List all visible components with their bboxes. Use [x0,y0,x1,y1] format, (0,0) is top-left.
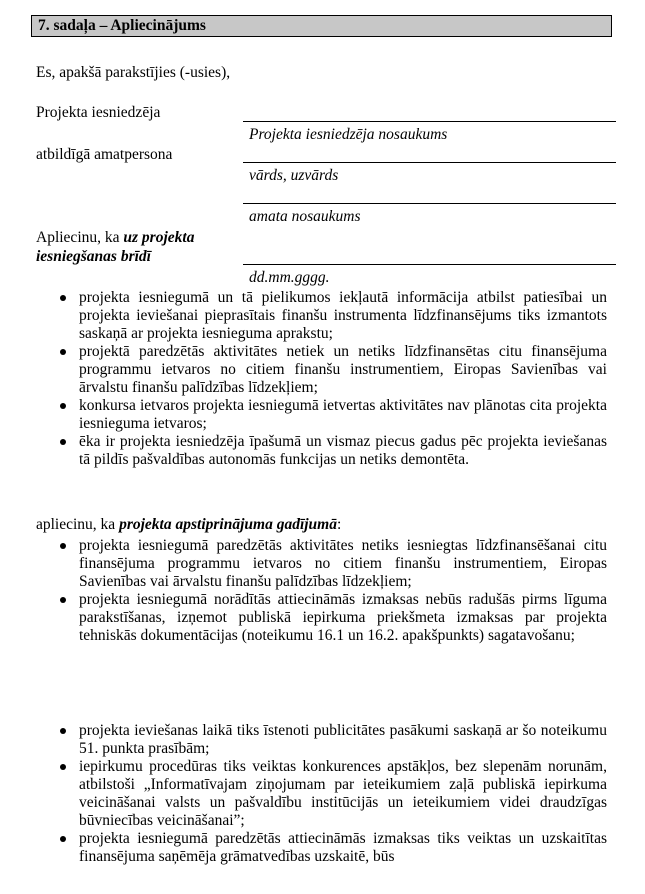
submission-list [56,289,607,469]
date-line [243,264,616,265]
approval-emphasis: projekta apstiprinājuma gadījumā [119,516,337,533]
intro-text: Es, apakšā parakstījies (-usies), [36,64,231,81]
full-name-field[interactable]: vārds, uzvārds [249,167,339,184]
list-item: iepirkumu procedūras tiks veiktas konkurences apstākļos, bez slepenām norunām, atbilstoši „Informatīvajam ziņojumam par ieteikumiem zaļā publiskā iepirkuma veicināšanai valsts un pašvaldību institūcijās un ieteikumiem videi draudzīgas būvniecības veicināšanai”; [56,758,607,830]
certify-statement [36,229,194,247]
official-label: atbildīgā amatpersona [36,146,173,163]
list-item: projektā paredzētās aktivitātes netiek un netiks līdzfinansētas citu finansējuma programmu ietvaros no citiem finanšu instrumentiem, Eiropas Savienības vai ārvalstu finanšu palīdzības līdzekļiem; [56,343,607,397]
position-field[interactable]: amata nosaukums [249,208,361,225]
certify-prefix: Apliecinu, ka [36,229,124,246]
approval-list-b [56,722,607,866]
date-field[interactable]: dd.mm.gggg. [249,269,330,286]
list-item: projekta ieviešanas laikā tiks īstenoti publicitātes pasākumi saskaņā ar šo noteikumu 51. punkta prasībām; [56,722,607,758]
list-item: projekta iesniegumā norādītās attiecināmās izmaksas nebūs radušās pirms līguma parakstīšanas, izņemot publiskā iepirkuma priekšmeta izmaksas par projekta tehniskās dokumentācijas (noteikumu 16.1 un 16.2. apakšpunkts) sagatavošanu; [56,591,607,645]
approval-statement [36,516,341,534]
approval-list-a [56,537,607,645]
applicant-name-line [243,121,616,122]
approval-prefix: apliecinu, ka [36,516,120,533]
list-item: projekta iesniegumā paredzētās attiecināmās izmaksas tiks veiktas un uzskaitītas finansējuma saņēmēja grāmatvedības uzskaitē, būs [56,830,607,866]
certify-emphasis-2: iesniegšanas brīdī [36,248,151,265]
list-item: konkursa ietvaros projekta iesniegumā ietvertas aktivitātes nav plānotas cita projekta iesnieguma ietvaros; [56,397,607,433]
list-item: projekta iesniegumā paredzētās aktivitātes netiks iesniegtas līdzfinansēšanai citu finansējuma programmu ietvaros no citiem finanšu instrumentiem, Eiropas Savienības vai ārvalstu finanšu palīdzības līdzekļiem; [56,537,607,591]
position-line [243,203,616,204]
list-item: projekta iesniegumā un tā pielikumos iekļautā informācija atbilst patiesībai un projekta ieviešanai pieprasītais finanšu instrumenta līdzfinansējums tiks izmantots saskaņā ar projekta iesnieguma aprakstu; [56,289,607,343]
certify-emphasis-1: uz projekta [123,229,195,246]
full-name-line [243,162,616,163]
list-item: ēka ir projekta iesniedzēja īpašumā un vismaz piecus gadus pēc projekta ieviešanas tā pildīs pašvaldības autonomās funkcijas un netiks demontēta. [56,433,607,469]
section-title: 7. sadaļa – Apliecinājums [31,15,612,37]
applicant-name-field[interactable]: Projekta iesniedzēja nosaukums [249,126,448,143]
applicant-label: Projekta iesniedzēja [36,104,161,121]
approval-suffix: : [336,516,342,533]
